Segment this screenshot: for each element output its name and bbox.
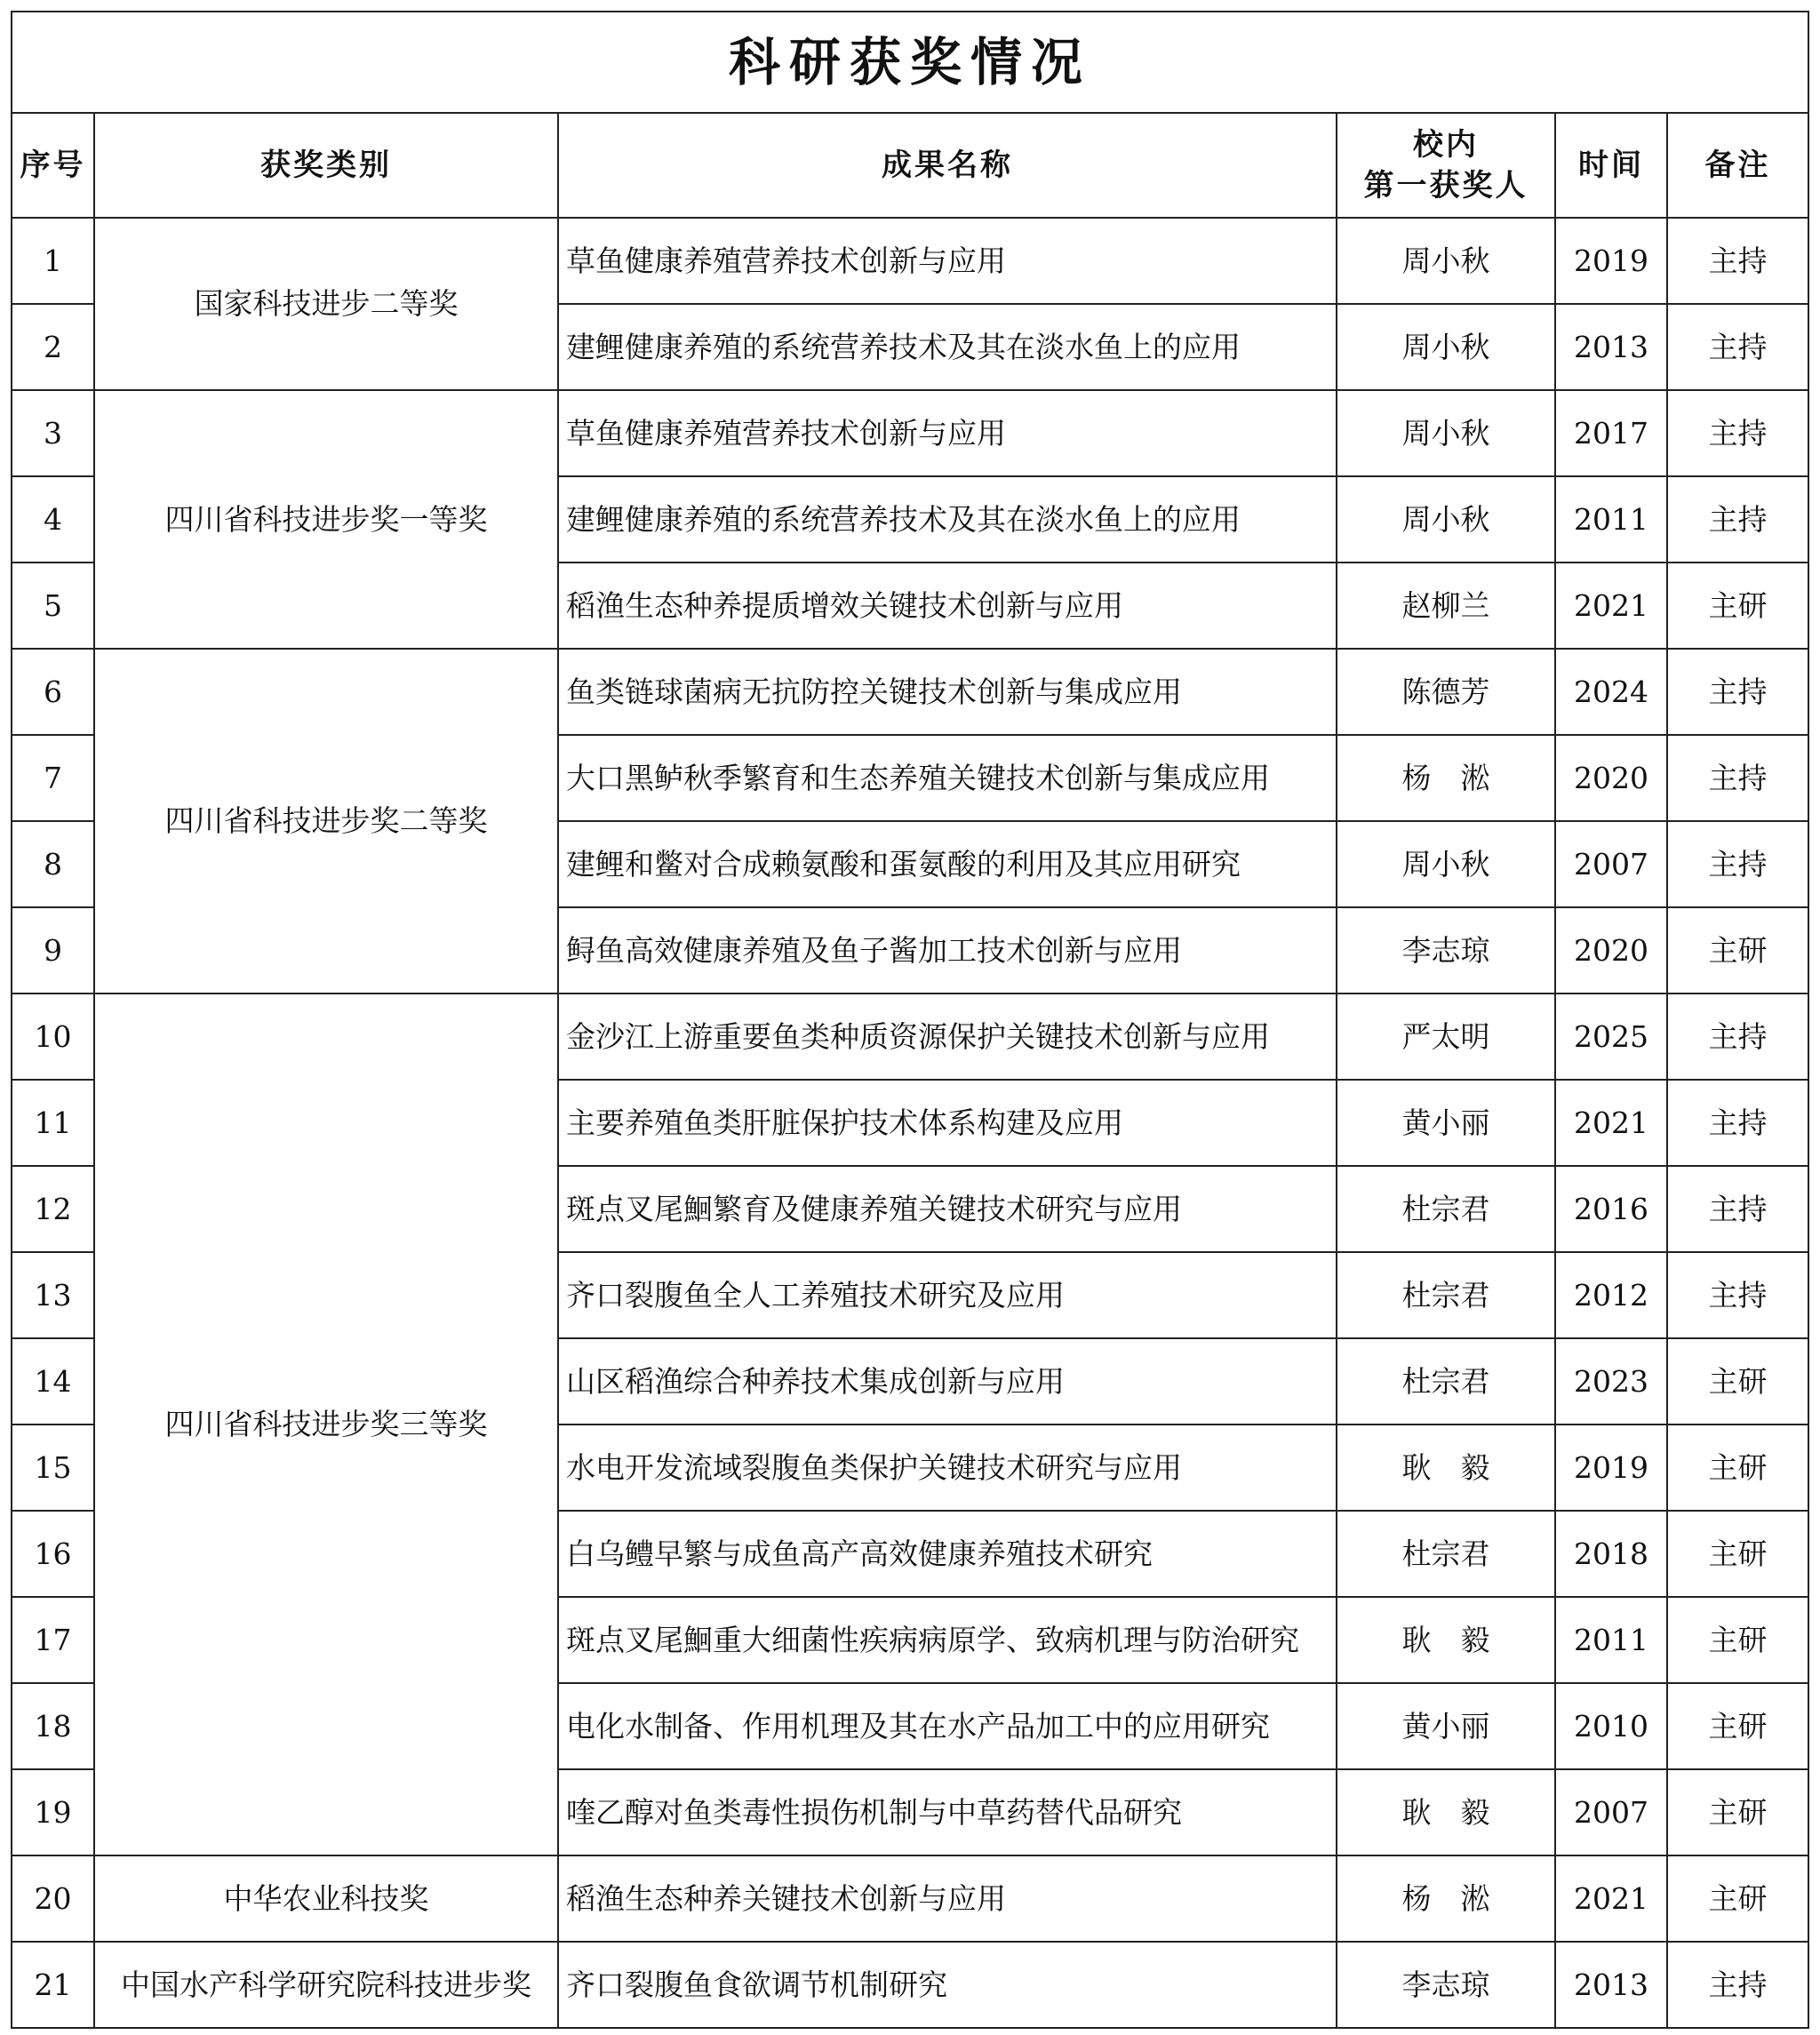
table-row (12, 1942, 1808, 2027)
cell-note: 主持 (1667, 1080, 1808, 1166)
header-note: 备注 (1667, 114, 1808, 218)
cell-index: 20 (12, 1855, 94, 1942)
cell-category: 四川省科技进步奖二等奖 (94, 649, 558, 994)
cell-name: 鲟鱼高效健康养殖及鱼子酱加工技术创新与应用 (558, 907, 1337, 994)
cell-year: 2018 (1555, 1511, 1667, 1597)
cell-index: 9 (12, 907, 94, 994)
table-row (12, 1855, 1808, 1942)
cell-note: 主研 (1667, 1511, 1808, 1597)
cell-index: 5 (12, 563, 94, 649)
cell-index: 19 (12, 1769, 94, 1855)
awards-sheet (11, 11, 1809, 2029)
cell-year: 2016 (1555, 1166, 1667, 1252)
cell-year: 2024 (1555, 649, 1667, 735)
cell-name: 齐口裂腹鱼食欲调节机制研究 (558, 1942, 1337, 2027)
cell-winner: 杨 淞 (1337, 735, 1555, 821)
cell-note: 主研 (1667, 1424, 1808, 1511)
header-winner (1337, 114, 1555, 218)
cell-winner: 黄小丽 (1337, 1080, 1555, 1166)
cell-note: 主研 (1667, 1338, 1808, 1424)
cell-year: 2025 (1555, 994, 1667, 1080)
cell-category: 四川省科技进步奖三等奖 (94, 994, 558, 1855)
header-winner-line2: 第一获奖人 (1363, 168, 1529, 204)
cell-index: 8 (12, 821, 94, 907)
cell-name: 大口黑鲈秋季繁育和生态养殖关键技术创新与集成应用 (558, 735, 1337, 821)
cell-category: 国家科技进步二等奖 (94, 218, 558, 390)
cell-winner: 李志琼 (1337, 907, 1555, 994)
cell-winner: 杜宗君 (1337, 1166, 1555, 1252)
cell-winner: 黄小丽 (1337, 1683, 1555, 1769)
header-winner-line1: 校内 (1413, 127, 1479, 163)
cell-winner: 严太明 (1337, 994, 1555, 1080)
cell-note: 主持 (1667, 1166, 1808, 1252)
cell-index: 2 (12, 304, 94, 390)
cell-winner: 周小秋 (1337, 218, 1555, 304)
cell-winner: 周小秋 (1337, 304, 1555, 390)
cell-note: 主持 (1667, 994, 1808, 1080)
cell-year: 2011 (1555, 476, 1667, 563)
cell-year: 2021 (1555, 1080, 1667, 1166)
cell-category: 中国水产科学研究院科技进步奖 (94, 1942, 558, 2027)
table-body (12, 218, 1808, 2027)
cell-year: 2021 (1555, 563, 1667, 649)
table-row (12, 218, 1808, 304)
cell-winner: 周小秋 (1337, 476, 1555, 563)
cell-note: 主持 (1667, 1942, 1808, 2027)
cell-name: 草鱼健康养殖营养技术创新与应用 (558, 218, 1337, 304)
cell-winner: 周小秋 (1337, 390, 1555, 476)
header-year: 时间 (1555, 114, 1667, 218)
cell-index: 12 (12, 1166, 94, 1252)
cell-note: 主持 (1667, 218, 1808, 304)
cell-name: 草鱼健康养殖营养技术创新与应用 (558, 390, 1337, 476)
cell-note: 主研 (1667, 907, 1808, 994)
header-row (12, 114, 1808, 218)
cell-winner: 耿 毅 (1337, 1424, 1555, 1511)
cell-note: 主研 (1667, 1855, 1808, 1942)
cell-note: 主研 (1667, 563, 1808, 649)
cell-note: 主持 (1667, 821, 1808, 907)
cell-index: 10 (12, 994, 94, 1080)
cell-year: 2020 (1555, 907, 1667, 994)
cell-winner: 李志琼 (1337, 1942, 1555, 2027)
cell-index: 11 (12, 1080, 94, 1166)
cell-name: 白乌鳢早繁与成鱼高产高效健康养殖技术研究 (558, 1511, 1337, 1597)
cell-name: 电化水制备、作用机理及其在水产品加工中的应用研究 (558, 1683, 1337, 1769)
cell-winner: 杜宗君 (1337, 1338, 1555, 1424)
cell-name: 金沙江上游重要鱼类种质资源保护关键技术创新与应用 (558, 994, 1337, 1080)
cell-winner: 杜宗君 (1337, 1511, 1555, 1597)
cell-winner: 赵柳兰 (1337, 563, 1555, 649)
table-row (12, 390, 1808, 476)
cell-year: 2012 (1555, 1252, 1667, 1338)
header-name: 成果名称 (558, 114, 1337, 218)
table-row (12, 994, 1808, 1080)
cell-index: 3 (12, 390, 94, 476)
cell-year: 2019 (1555, 218, 1667, 304)
cell-index: 15 (12, 1424, 94, 1511)
cell-name: 建鲤和鳖对合成赖氨酸和蛋氨酸的利用及其应用研究 (558, 821, 1337, 907)
cell-winner: 陈德芳 (1337, 649, 1555, 735)
cell-year: 2013 (1555, 304, 1667, 390)
page-title: 科研获奖情况 (12, 12, 1808, 114)
cell-year: 2007 (1555, 1769, 1667, 1855)
cell-name: 稻渔生态种养关键技术创新与应用 (558, 1855, 1337, 1942)
cell-note: 主持 (1667, 390, 1808, 476)
header-index: 序号 (12, 114, 94, 218)
cell-index: 14 (12, 1338, 94, 1424)
cell-year: 2020 (1555, 735, 1667, 821)
cell-index: 1 (12, 218, 94, 304)
cell-note: 主研 (1667, 1597, 1808, 1683)
cell-name: 喹乙醇对鱼类毒性损伤机制与中草药替代品研究 (558, 1769, 1337, 1855)
cell-category: 中华农业科技奖 (94, 1855, 558, 1942)
cell-note: 主持 (1667, 304, 1808, 390)
cell-note: 主研 (1667, 1683, 1808, 1769)
cell-note: 主持 (1667, 735, 1808, 821)
cell-year: 2010 (1555, 1683, 1667, 1769)
cell-name: 水电开发流域裂腹鱼类保护关键技术研究与应用 (558, 1424, 1337, 1511)
cell-name: 主要养殖鱼类肝脏保护技术体系构建及应用 (558, 1080, 1337, 1166)
cell-index: 18 (12, 1683, 94, 1769)
cell-note: 主持 (1667, 1252, 1808, 1338)
cell-index: 4 (12, 476, 94, 563)
cell-note: 主持 (1667, 649, 1808, 735)
header-category: 获奖类别 (94, 114, 558, 218)
cell-index: 13 (12, 1252, 94, 1338)
awards-table (12, 114, 1808, 2027)
cell-year: 2013 (1555, 1942, 1667, 2027)
cell-name: 鱼类链球菌病无抗防控关键技术创新与集成应用 (558, 649, 1337, 735)
cell-index: 16 (12, 1511, 94, 1597)
cell-year: 2021 (1555, 1855, 1667, 1942)
cell-year: 2017 (1555, 390, 1667, 476)
cell-index: 21 (12, 1942, 94, 2027)
table-row (12, 649, 1808, 735)
cell-name: 山区稻渔综合种养技术集成创新与应用 (558, 1338, 1337, 1424)
cell-winner: 耿 毅 (1337, 1597, 1555, 1683)
cell-winner: 耿 毅 (1337, 1769, 1555, 1855)
cell-name: 建鲤健康养殖的系统营养技术及其在淡水鱼上的应用 (558, 304, 1337, 390)
cell-note: 主研 (1667, 1769, 1808, 1855)
cell-index: 17 (12, 1597, 94, 1683)
cell-winner: 杜宗君 (1337, 1252, 1555, 1338)
cell-name: 稻渔生态种养提质增效关键技术创新与应用 (558, 563, 1337, 649)
cell-year: 2007 (1555, 821, 1667, 907)
cell-name: 斑点叉尾鮰重大细菌性疾病病原学、致病机理与防治研究 (558, 1597, 1337, 1683)
cell-name: 建鲤健康养殖的系统营养技术及其在淡水鱼上的应用 (558, 476, 1337, 563)
cell-year: 2011 (1555, 1597, 1667, 1683)
cell-note: 主持 (1667, 476, 1808, 563)
cell-name: 齐口裂腹鱼全人工养殖技术研究及应用 (558, 1252, 1337, 1338)
cell-winner: 周小秋 (1337, 821, 1555, 907)
cell-name: 斑点叉尾鮰繁育及健康养殖关键技术研究与应用 (558, 1166, 1337, 1252)
cell-category: 四川省科技进步奖一等奖 (94, 390, 558, 649)
cell-winner: 杨 淞 (1337, 1855, 1555, 1942)
cell-year: 2019 (1555, 1424, 1667, 1511)
cell-index: 6 (12, 649, 94, 735)
cell-year: 2023 (1555, 1338, 1667, 1424)
cell-index: 7 (12, 735, 94, 821)
